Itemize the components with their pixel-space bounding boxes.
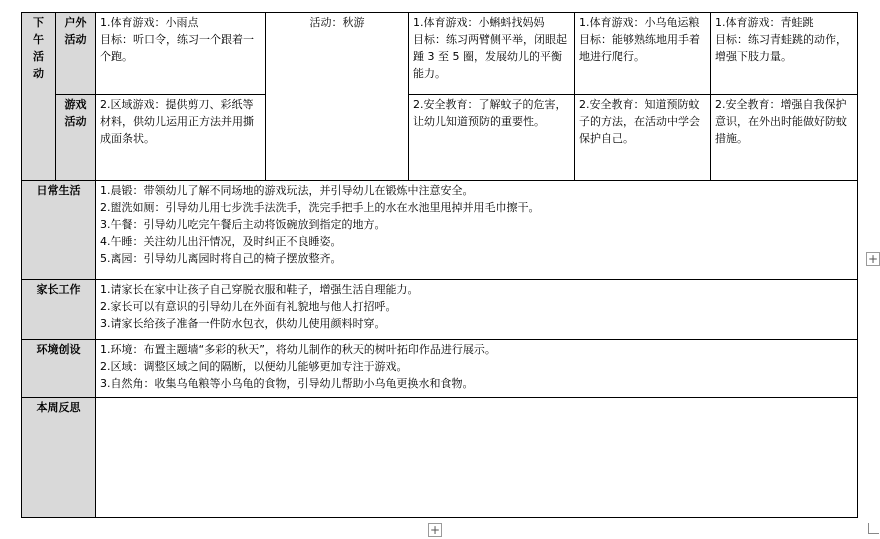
game-activity-label: 游戏 活动: [56, 95, 96, 181]
afternoon-game-row: [22, 95, 858, 181]
wed-game-text: 2.安全教育：了解蚊子的危害，让幼儿知道预防的重要性。: [413, 98, 567, 128]
daily-life-item: 3.午餐：引导幼儿吃完午餐后主动将饭碗放到指定的地方。: [100, 218, 386, 231]
parents-item: 3.请家长给孩子准备一件防水包衣，供幼儿使用颜料时穿。: [100, 317, 386, 330]
wed-outdoor-title: 1.体育游戏：小蝌蚪找妈妈: [413, 16, 545, 29]
parents-item: 1.请家长在家中让孩子自己穿脱衣服和鞋子，增强生活自理能力。: [100, 283, 419, 296]
add-column-button[interactable]: +: [867, 252, 879, 266]
thu-game-cell: [575, 95, 711, 181]
environment-cell: [96, 340, 858, 398]
add-row-button[interactable]: +: [429, 523, 441, 537]
fri-outdoor-goal: 目标：练习青蛙跳的动作，增强下肢力量。: [715, 33, 847, 63]
tue-activity-text: 活动：秋游: [309, 16, 365, 29]
environment-item: 2.区域：调整区域之间的隔断，以便幼儿能够更加专注于游戏。: [100, 360, 408, 373]
fri-outdoor-cell: [711, 13, 858, 95]
daily-life-item: 1.晨锻：带领幼儿了解不同场地的游戏玩法，并引导幼儿在锻炼中注意安全。: [100, 184, 474, 197]
daily-life-label: 日常生活: [22, 181, 96, 280]
daily-life-item: 5.离园：引导幼儿离园时将自己的椅子摆放整齐。: [100, 252, 342, 265]
mon-game-text: 2.区域游戏：提供剪刀、彩纸等材料，供幼儿运用正方法并用撕成面条状。: [100, 98, 254, 145]
thu-game-text: 2.安全教育：知道预防蚊子的方法，在活动中学会保护自己。: [579, 98, 700, 145]
daily-life-cell: [96, 181, 858, 280]
weekly-plan-table: [21, 12, 858, 518]
mon-game-cell: [96, 95, 266, 181]
wed-outdoor-cell: [409, 13, 575, 95]
daily-life-item: 2.盥洗如厕：引导幼儿用七步洗手法洗手，洗完手把手上的水在水池里甩掉并用毛巾擦干。: [100, 201, 540, 214]
afternoon-outdoor-row: [22, 13, 858, 95]
thu-outdoor-title: 1.体育游戏：小乌龟运粮: [579, 16, 700, 29]
fri-outdoor-title: 1.体育游戏：青蛙跳: [715, 16, 814, 29]
afternoon-activity-label: 下 午 活 动: [22, 13, 56, 181]
outdoor-activity-label: 户外 活动: [56, 13, 96, 95]
page-corner-icon: [868, 523, 879, 534]
parents-row: [22, 280, 858, 340]
wed-outdoor-goal: 目标：练习两臂侧平举，闭眼起踵 3 至 5 圈，发展幼儿的平衡能力。: [413, 33, 567, 80]
parents-cell: [96, 280, 858, 340]
environment-item: 3.自然角：收集乌龟粮等小乌龟的食物，引导幼儿帮助小乌龟更换水和食物。: [100, 377, 474, 390]
reflection-row: [22, 398, 858, 518]
wed-game-cell: [409, 95, 575, 181]
environment-item: 1.环境：布置主题墙“多彩的秋天”，将幼儿制作的秋天的树叶拓印作品进行展示。: [100, 343, 496, 356]
parents-label: 家长工作: [22, 280, 96, 340]
mon-outdoor-goal: 目标：听口令，练习一个跟着一个跑。: [100, 33, 254, 63]
tue-activity-cell: [266, 13, 409, 181]
thu-outdoor-goal: 目标：能够熟练地用手着地进行爬行。: [579, 33, 700, 63]
parents-item: 2.家长可以有意识的引导幼儿在外面有礼貌地与他人打招呼。: [100, 300, 397, 313]
mon-outdoor-title: 1.体育游戏：小雨点: [100, 16, 199, 29]
daily-life-row: [22, 181, 858, 280]
thu-outdoor-cell: [575, 13, 711, 95]
fri-game-text: 2.安全教育：增强自我保护意识，在外出时能做好防蚊措施。: [715, 98, 847, 145]
mon-outdoor-cell: [96, 13, 266, 95]
fri-game-cell: [711, 95, 858, 181]
daily-life-item: 4.午睡：关注幼儿出汗情况，及时纠正不良睡姿。: [100, 235, 342, 248]
environment-row: [22, 340, 858, 398]
reflection-cell[interactable]: [96, 398, 858, 518]
reflection-label: 本周反思: [22, 398, 96, 518]
environment-label: 环境创设: [22, 340, 96, 398]
